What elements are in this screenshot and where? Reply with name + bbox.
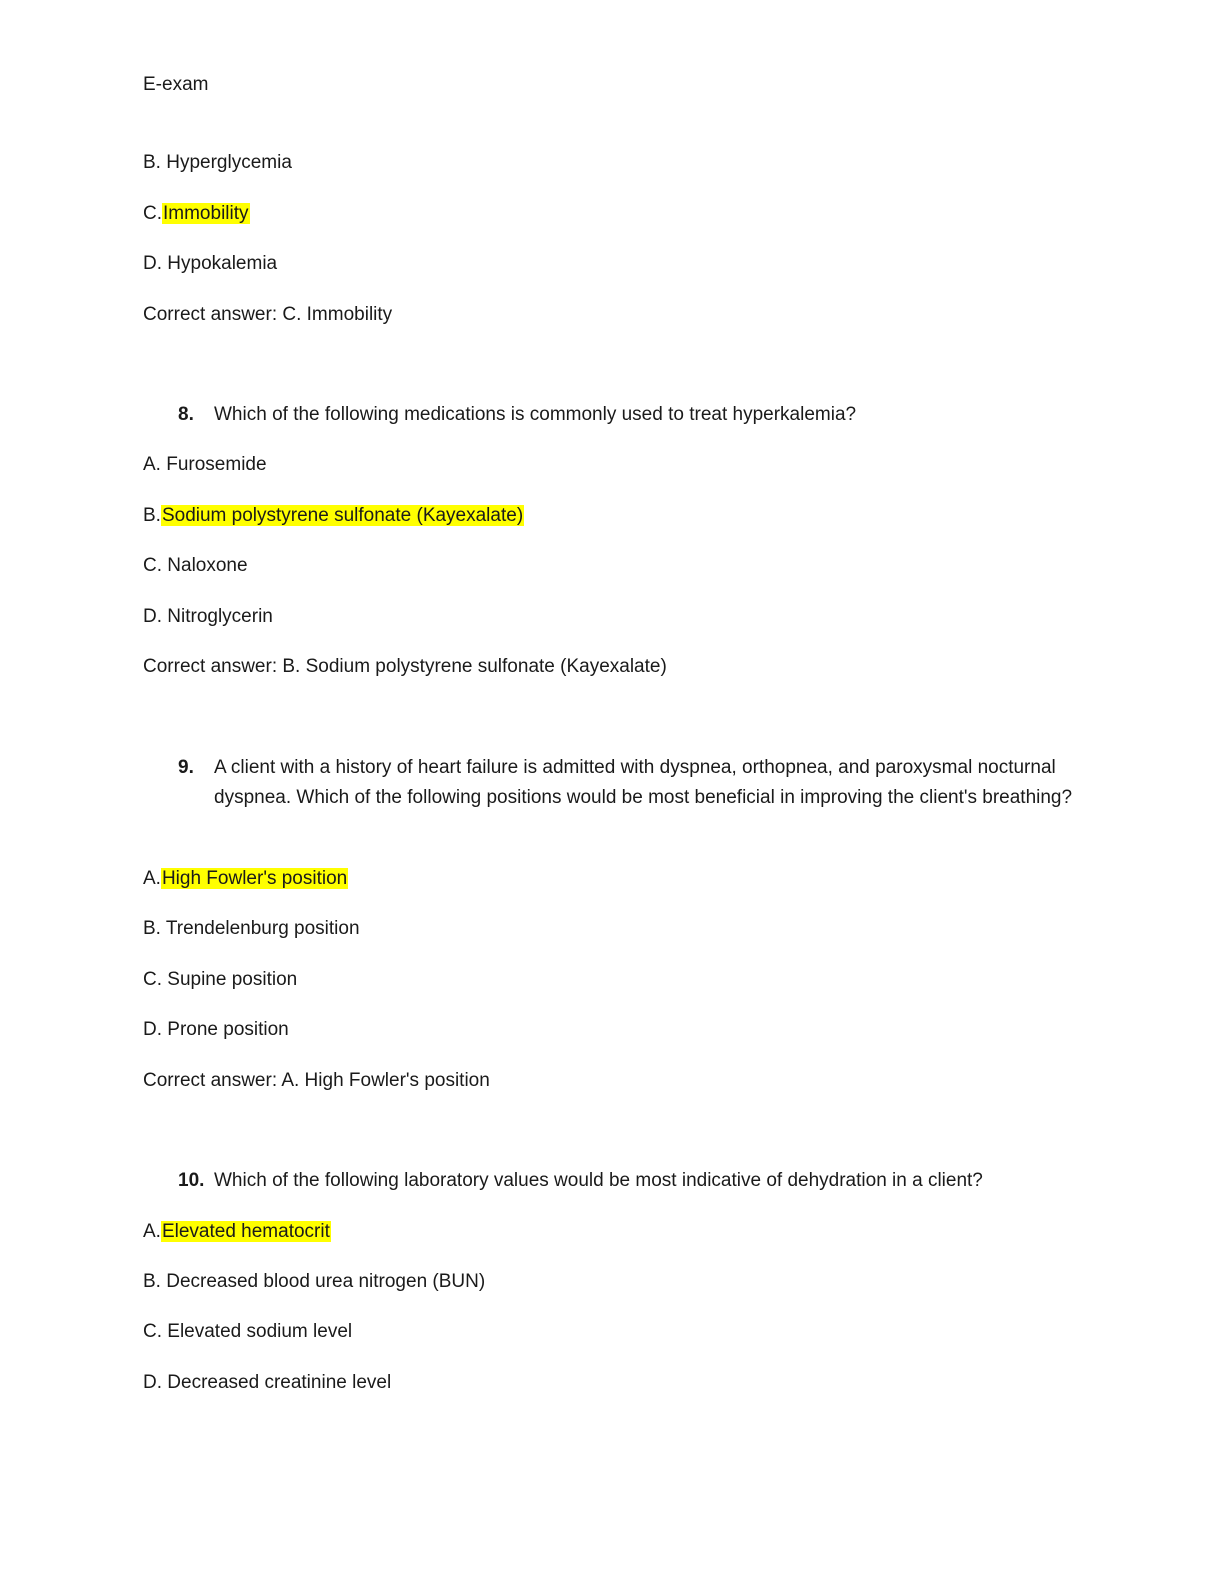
q7-option-d — [143, 252, 277, 276]
option-letter: B. — [143, 505, 161, 526]
option-letter: A. — [143, 868, 161, 889]
question-number: 10. — [178, 1170, 205, 1191]
option-text: Decreased creatinine level — [167, 1372, 392, 1393]
q9-option-c — [143, 968, 297, 992]
q10-option-b — [143, 1270, 485, 1294]
option-letter: D. — [143, 606, 162, 627]
q7-option-b — [143, 151, 292, 175]
question-number: 8. — [178, 404, 194, 425]
q10-option-d — [143, 1371, 391, 1395]
q8-option-c — [143, 554, 248, 578]
option-letter: B. — [143, 152, 161, 173]
option-text-highlighted: High Fowler's position — [161, 868, 348, 889]
option-text: Prone position — [167, 1019, 289, 1040]
option-text: Elevated sodium level — [167, 1321, 353, 1342]
option-letter: C. — [143, 969, 162, 990]
q7-correct-answer: Correct answer: C. Immobility — [143, 304, 393, 325]
option-letter: A. — [143, 454, 161, 475]
option-letter: A. — [143, 1221, 161, 1242]
option-letter: C. — [143, 203, 162, 224]
option-text: Trendelenburg position — [165, 918, 360, 939]
option-text-highlighted: Sodium polystyrene sulfonate (Kayexalate) — [161, 505, 524, 526]
option-letter: C. — [143, 1321, 162, 1342]
option-letter: D. — [143, 1019, 162, 1040]
option-text: Naloxone — [167, 555, 248, 576]
q9-correct-answer: Correct answer: A. High Fowler's position — [143, 1070, 490, 1091]
question-number: 9. — [178, 757, 194, 778]
q9-question — [178, 753, 1078, 813]
option-text: Decreased blood urea nitrogen (BUN) — [166, 1271, 486, 1292]
question-text: A client with a history of heart failure is admitted with dyspnea, orthopnea, and paroxysmal nocturnal dyspnea. Which of the following positions would be most beneficial in improving the client's breathing? — [214, 757, 1073, 808]
q10-option-c — [143, 1320, 352, 1344]
option-text: Hypokalemia — [167, 253, 278, 274]
option-text: Supine position — [167, 969, 298, 990]
option-letter: C. — [143, 555, 162, 576]
option-text-highlighted: Elevated hematocrit — [161, 1221, 330, 1242]
option-text: Nitroglycerin — [167, 606, 273, 627]
q8-option-b — [143, 504, 524, 528]
option-text: Hyperglycemia — [166, 152, 292, 173]
q9-option-d — [143, 1018, 289, 1042]
option-letter: B. — [143, 918, 161, 939]
q8-option-d — [143, 605, 273, 629]
option-letter: D. — [143, 1372, 162, 1393]
q8-question — [178, 400, 1078, 430]
q7-option-c — [143, 202, 250, 226]
option-letter: B. — [143, 1271, 161, 1292]
q9-option-b — [143, 917, 360, 941]
q8-option-a — [143, 453, 267, 477]
option-text: Furosemide — [166, 454, 267, 475]
q8-correct-answer: Correct answer: B. Sodium polystyrene sulfonate (Kayexalate) — [143, 656, 667, 677]
option-letter: D. — [143, 253, 162, 274]
page-header: E-exam — [143, 74, 209, 95]
q10-option-a — [143, 1220, 331, 1244]
option-text-highlighted: Immobility — [163, 203, 249, 224]
question-text: Which of the following laboratory values would be most indicative of dehydration in a client? — [214, 1170, 983, 1191]
q10-question — [178, 1166, 1078, 1196]
question-text: Which of the following medications is commonly used to treat hyperkalemia? — [214, 404, 857, 425]
q9-option-a — [143, 867, 348, 891]
